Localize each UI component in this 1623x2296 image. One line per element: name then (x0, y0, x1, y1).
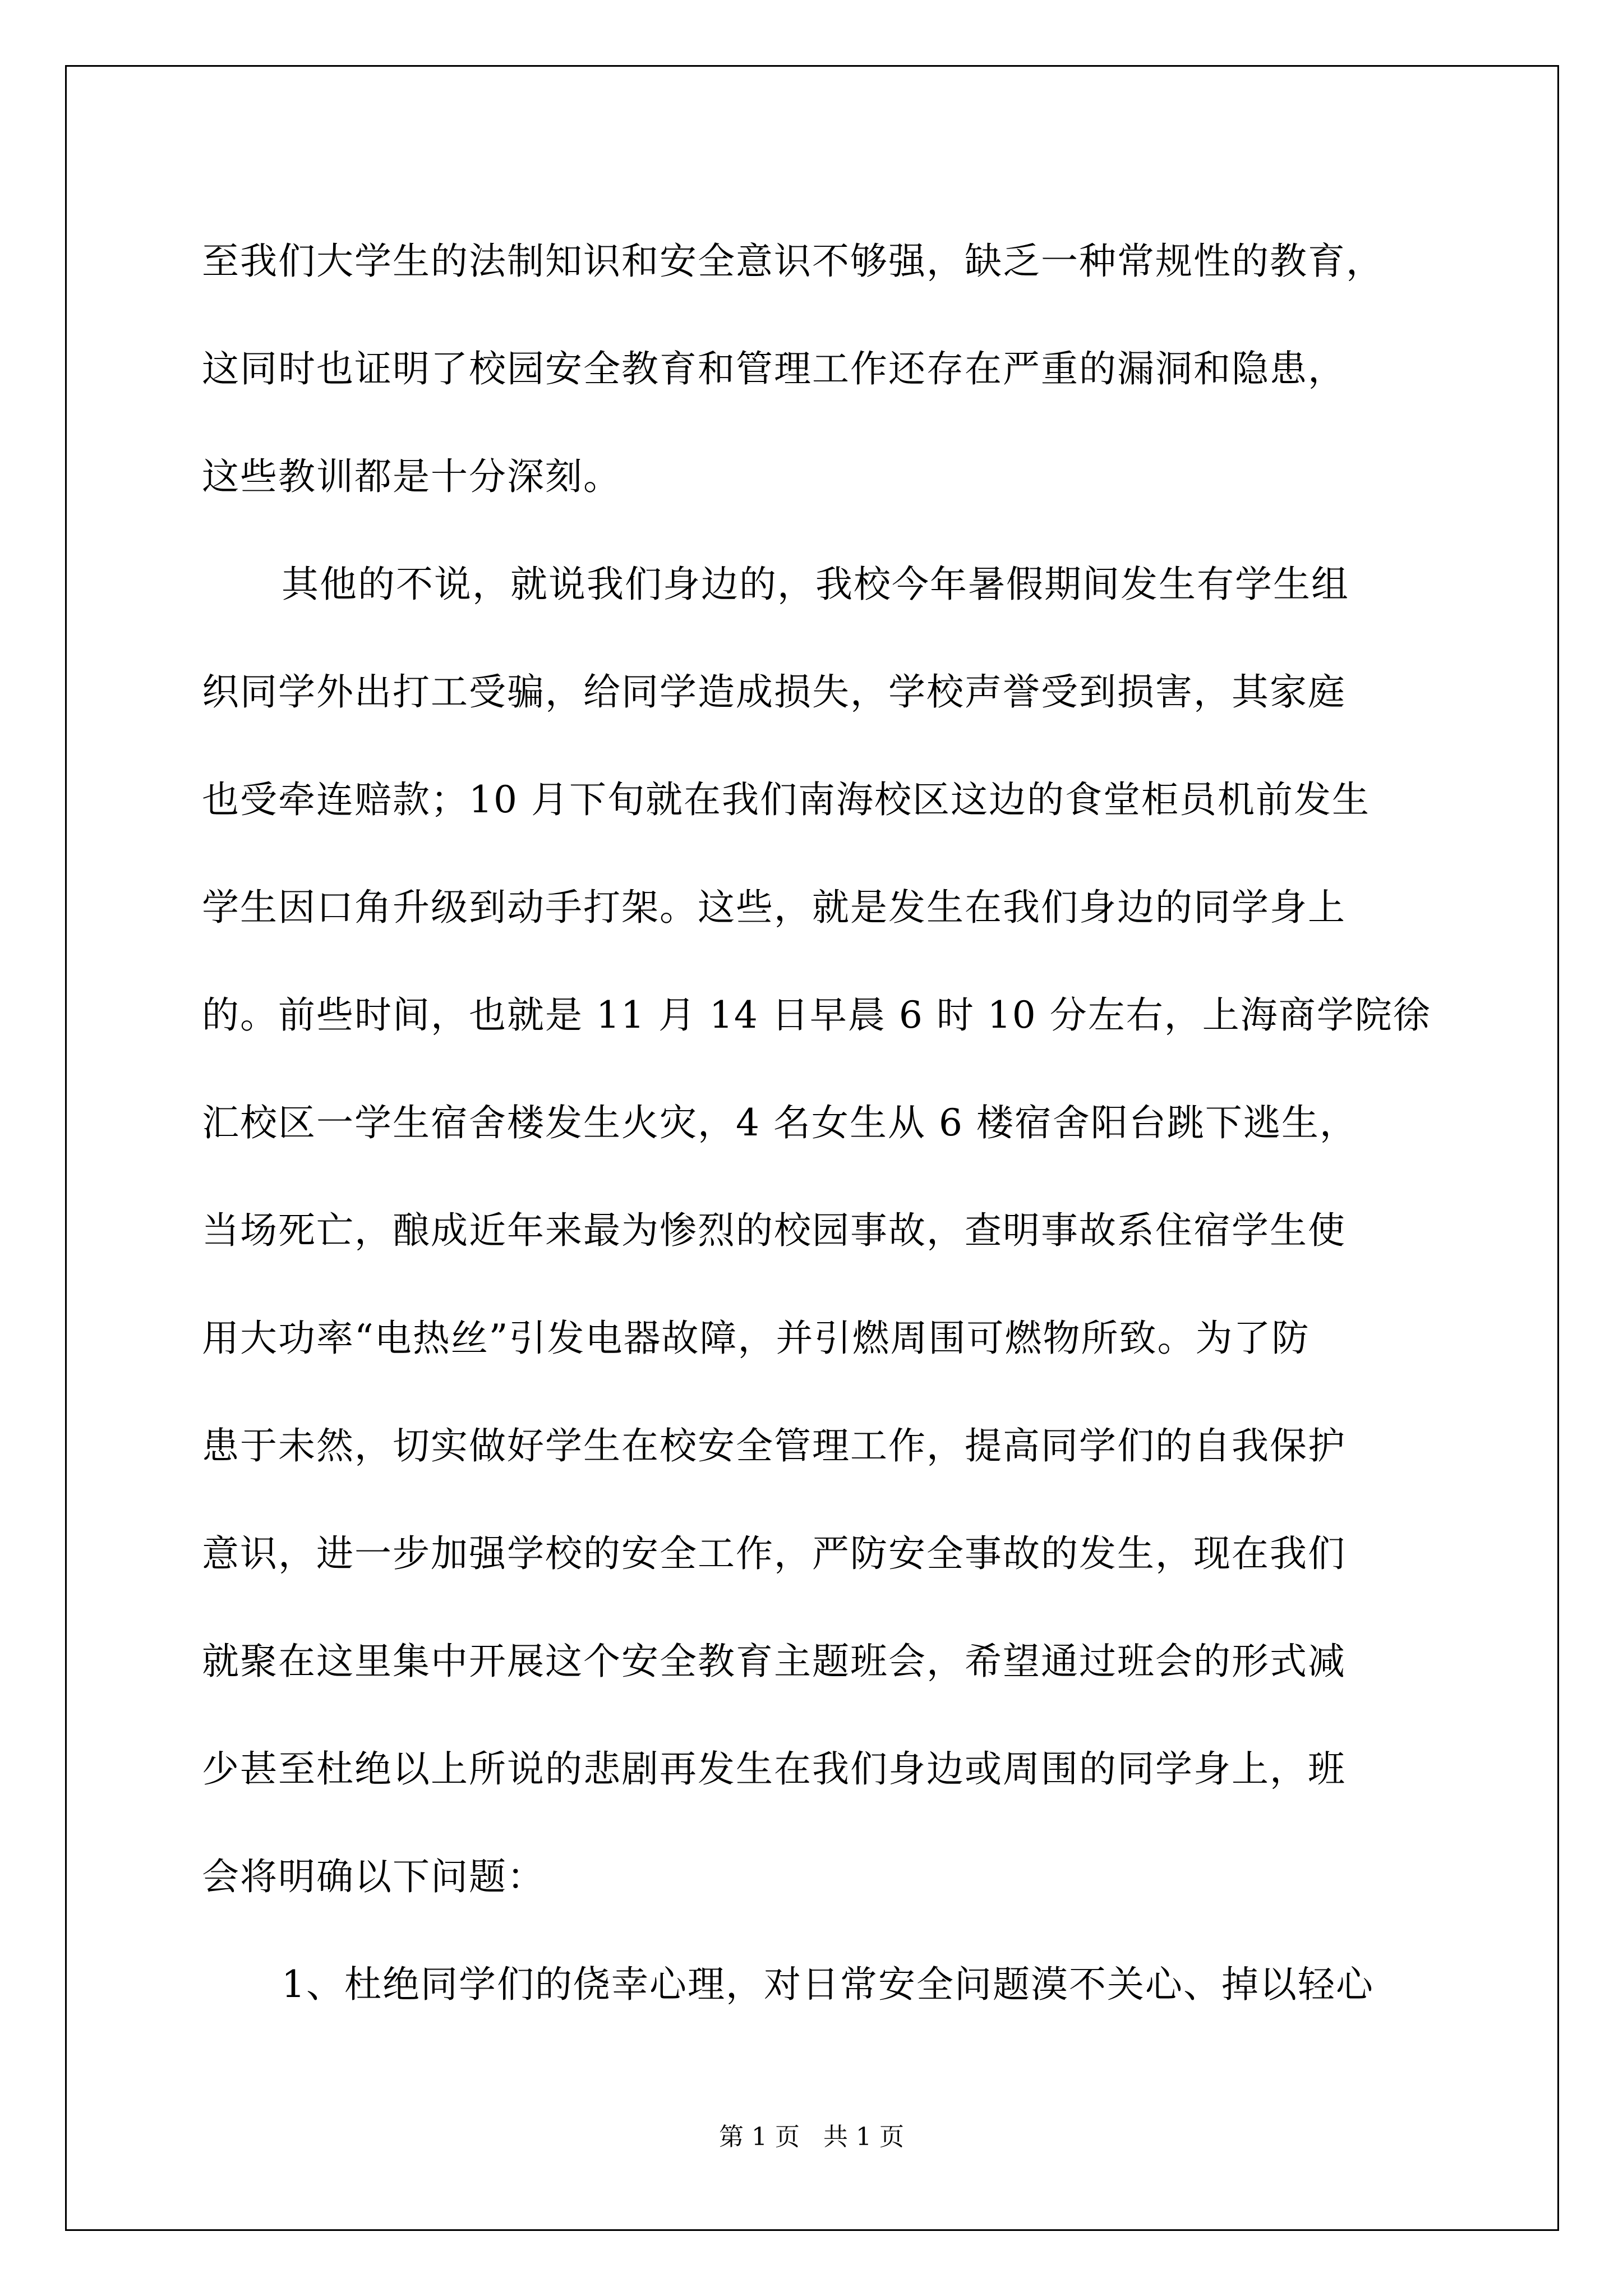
text-line: 学生因口角升级到动手打架。这些，就是发生在我们身边的同学身上 (202, 886, 1346, 929)
text-line: 的。前些时间，也就是 11 月 14 日早晨 6 时 10 分左右，上海商学院徐 (202, 993, 1431, 1037)
text-line: 用大功率“电热丝”引发电器故障，并引燃周围可燃物所致。为了防 (202, 1317, 1310, 1360)
page-footer: 第 1 页 共 1 页 (719, 2123, 904, 2151)
text-line: 至我们大学生的法制知识和安全意识不够强，缺乏一种常规性的教育， (202, 240, 1384, 283)
text-line: 也受牵连赔款；10 月下旬就在我们南海校区这边的食堂柜员机前发生 (202, 778, 1370, 821)
text-line: 少甚至杜绝以上所说的悲剧再发生在我们身边或周围的同学身上，班 (202, 1747, 1346, 1791)
document-body (202, 208, 1436, 2039)
text-line: 意识，进一步加强学校的安全工作，严防安全事故的发生，现在我们 (202, 1532, 1346, 1575)
text-line: 1、杜绝同学们的侥幸心理，对日常安全问题漠不关心、掉以轻心 (282, 1963, 1374, 2006)
text-line: 这同时也证明了校园安全教育和管理工作还存在严重的漏洞和隐患， (202, 347, 1346, 390)
text-line: 就聚在这里集中开展这个安全教育主题班会，希望通过班会的形式减 (202, 1640, 1346, 1683)
text-line: 会将明确以下问题： (202, 1855, 545, 1898)
text-line: 其他的不说，就说我们身边的，我校今年暑假期间发生有学生组 (282, 563, 1349, 606)
text-line: 当场死亡，酿成近年来最为惨烈的校园事故，查明事故系住宿学生使 (202, 1209, 1346, 1252)
text-line: 织同学外出打工受骗，给同学造成损失，学校声誉受到损害，其家庭 (202, 670, 1346, 714)
text-line: 这些教训都是十分深刻。 (202, 455, 621, 498)
text-line: 汇校区一学生宿舍楼发生火灾，4 名女生从 6 楼宿舍阳台跳下逃生， (202, 1101, 1358, 1144)
text-line: 患于未然，切实做好学生在校安全管理工作，提高同学们的自我保护 (202, 1424, 1346, 1467)
